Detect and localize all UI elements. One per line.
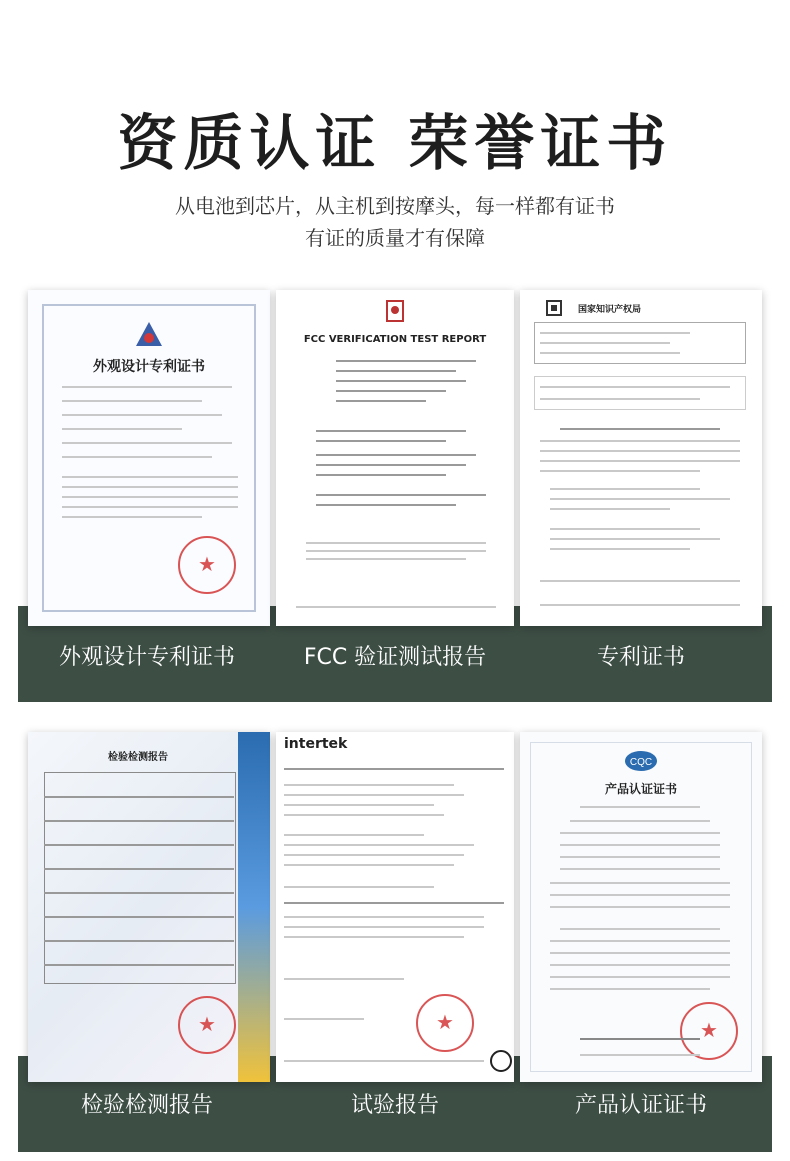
ccc-logo-icon xyxy=(624,750,658,772)
certificate-label-design-patent: 外观设计专利证书 xyxy=(58,645,235,670)
certificate-label-patent: 专利证书 xyxy=(596,645,685,670)
certificate-label-ccc: 产品认证证书 xyxy=(574,1093,707,1118)
patent-emblem-icon xyxy=(132,320,166,348)
certificate-card-ccc xyxy=(520,732,762,1082)
certificate-card-intertek xyxy=(276,732,514,1082)
certificate-card-patent xyxy=(520,290,762,626)
certificate-label-fcc: FCC 验证测试报告 xyxy=(303,645,487,670)
page-subtitle-line2: 有证的质量才有保障 xyxy=(305,226,485,250)
intertek-logo-icon: intertek xyxy=(284,736,348,752)
official-stamp xyxy=(416,994,474,1052)
svg-text:CQC: CQC xyxy=(629,757,653,768)
certificate-card-inspection xyxy=(28,732,270,1082)
page-title: 资质认证 荣誉证书 xyxy=(117,109,673,179)
doc-title: 外观设计专利证书 xyxy=(93,359,205,375)
doc-title: FCC VERIFICATION TEST REPORT xyxy=(303,334,487,345)
bureau-veritas-logo-icon xyxy=(386,300,404,322)
doc-title: 检验检测报告 xyxy=(108,752,168,763)
cnipa-logo-icon xyxy=(546,300,562,316)
inspection-seal-icon xyxy=(178,996,236,1054)
certificate-card-design-patent xyxy=(28,290,270,626)
certificate-card-fcc xyxy=(276,290,514,626)
doc-title: 国家知识产权局 xyxy=(578,305,642,315)
doc-title: 产品认证证书 xyxy=(604,782,677,796)
page-subtitle-line1: 从电池到芯片，从主机到按摩头，每一样都有证书 xyxy=(175,194,615,218)
certificate-label-inspection: 检验检测报告 xyxy=(80,1093,213,1118)
official-stamp xyxy=(178,536,236,594)
certificate-label-intertek: 试验报告 xyxy=(350,1093,439,1118)
official-stamp xyxy=(680,1002,738,1060)
